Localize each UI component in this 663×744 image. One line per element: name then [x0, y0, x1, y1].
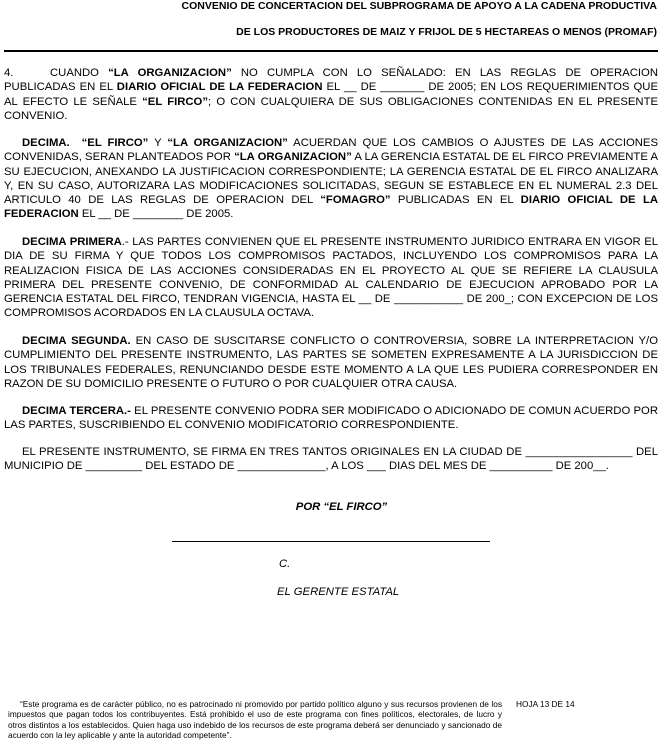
signature-title: POR “EL FIRCO” — [295, 501, 388, 513]
publication-name: DIARIO OFICIAL DE LA FEDERACION — [116, 81, 323, 94]
signatory-name: C. — [279, 558, 291, 570]
party-name: “LA ORGANIZACION” — [234, 151, 352, 164]
publication-name: DIARIO OFICIAL DE LA FEDERACION — [4, 194, 658, 221]
clause-text: EL PRESENTE CONVENIO PODRA SER MODIFICADO O ADICIONADO DE COMUN ACUERDO POR LAS PARTES, SUSCRIBIENDO EL CONVENIO MODIFICATORIO CORRESPONDIENTE. — [4, 405, 658, 432]
clause-text: EL __ DE _______ DE 2005; EN LOS REQUERIMIENTOS QUE AL EFECTO LE SEÑALE — [4, 81, 658, 108]
party-name: “LA ORGANIZACION” — [108, 67, 232, 79]
clause-heading: DECIMA TERCERA.- — [22, 405, 131, 417]
clause-number: 4. — [4, 67, 14, 79]
signature-line — [172, 541, 490, 542]
page-number: HOJA 13 DE 14 — [516, 699, 575, 709]
clause-text: PUBLICADAS EN EL — [390, 194, 521, 207]
party-name: “EL FIRCO” — [81, 137, 149, 149]
clause-decima-tercera — [4, 404, 658, 433]
clause-text: A LA GERENCIA ESTATAL DE EL FIRCO PREVIAMENTE A SU EJECUCION, ANEXANDO LA JUSTIFICACION CORRESPONDIENTE; LA GERENCIA ESTATAL DE EL FIRCO ANALIZARA Y, EN SU CASO, AUTORIZARA LAS MODIFICACIONES SOLICITADAS, SEGUN SE ESTABLECE EN EL NUMERAL 2.3 DEL ARTICULO 40 DE LAS REGLAS DE OPERACION DEL — [4, 151, 658, 207]
document-header-line1: CONVENIO DE CONCERTACION DEL SUBPROGRAMA DE APOYO A LA CADENA PRODUCTIVA — [181, 0, 657, 12]
clause-text: EN CASO DE SUSCITARSE CONFLICTO O CONTROVERSIA, SOBRE LA INTERPRETACION Y/O CUMPLIMIENTO DEL PRESENTE INSTRUMENTO, LAS PARTES SE SOMETEN EXPRESAMENTE A LA JURISDICCION DE LOS TRIBUNALES FEDERALES, RENUNCIANDO DESDE ESTE MOMENTO A LA QUE LES PUDIERA CORRESPONDER EN RAZON DE SU DOMICILIO PRESENTE O FUTURO O POR CUALQUIER OTRA CAUSA. — [4, 335, 658, 390]
party-name: “EL FIRCO” — [142, 95, 208, 108]
clause-heading: DECIMA PRIMERA — [22, 236, 122, 248]
clause-text: EL __ DE ________ DE 2005. — [78, 208, 234, 221]
clause-decima — [4, 136, 658, 222]
header-divider — [4, 50, 658, 52]
party-name: “LA ORGANIZACION” — [167, 137, 288, 149]
signatory-role: EL GERENTE ESTATAL — [277, 586, 400, 598]
clause-text: .- LAS PARTES CONVIENEN QUE EL PRESENTE INSTRUMENTO JURIDICO ENTRARA EN VIGOR EL DIA DE SU FIRMA Y QUE TODOS LOS COMPROMISOS PACTADOS, INCLUYENDO LOS COMPROMISOS PARA LA REALIZACION FISICA DE LAS ACCIONES CONSIDERADAS EN EL PROYECTO AL QUE SE REFIERE LA CLAUSULA PRIMERA DEL PRESENTE CONVENIO, DE CONFORMIDAD AL CALENDARIO DE EJECUCION APROBADO POR LA GERENCIA ESTATAL DEL FIRCO, TENDRAN VIGENCIA, HASTA EL __ DE ___________ DE 200_; CON EXCEPCION DE LOS COMPROMISOS ACORDADOS EN LA CLAUSULA OCTAVA. — [4, 236, 659, 320]
document-header-line2: DE LOS PRODUCTORES DE MAIZ Y FRIJOL DE 5 HECTAREAS O MENOS (PROMAF) — [236, 26, 657, 38]
clause-text: CUANDO — [50, 67, 109, 79]
closing-paragraph — [4, 445, 658, 474]
closing-text: EL PRESENTE INSTRUMENTO, SE FIRMA EN TRES TANTOS ORIGINALES EN LA CIUDAD DE _________________ DEL MUNICIPIO DE _________ DEL ESTADO DE ______________, A LOS ___ DIAS DEL MES DE __________ DE 200__. — [4, 446, 658, 473]
clause-text: Y — [148, 137, 168, 149]
footer-legend: “Este programa es de carácter público, no es patrocinado ni promovido por partido político alguno y sus recursos provienen de los impuestos que pagan todos los contribuyentes. Está prohibido el uso de este programa con fines políticos, electorales, de lucro y otros distintos a los establecidos. Quien haga uso indebido de los recursos de este programa deberá ser denunciado y sancionado de acuerdo con la ley aplicable y ante la autoridad competente”. — [8, 699, 502, 741]
clause-text: NO CUMPLA CON LO SEÑALADO: EN LAS REGLAS DE OPERACION PUBLICADAS EN EL — [4, 67, 658, 94]
program-name: “FOMAGRO” — [320, 194, 391, 207]
clause-decima-segunda — [4, 334, 658, 391]
clause-text: ; O CON CUALQUIERA DE SUS OBLIGACIONES CONTENIDAS EN EL PRESENTE CONVENIO. — [4, 95, 659, 122]
clause-4 — [4, 66, 658, 123]
clause-heading: DECIMA. — [22, 137, 70, 149]
clause-heading: DECIMA SEGUNDA. — [22, 335, 131, 347]
clause-decima-primera — [4, 235, 658, 321]
clause-text: ACUERDAN QUE LOS CAMBIOS O AJUSTES DE LAS ACCIONES CONVENIDAS, SERAN PLANTEADOS POR — [4, 137, 658, 164]
